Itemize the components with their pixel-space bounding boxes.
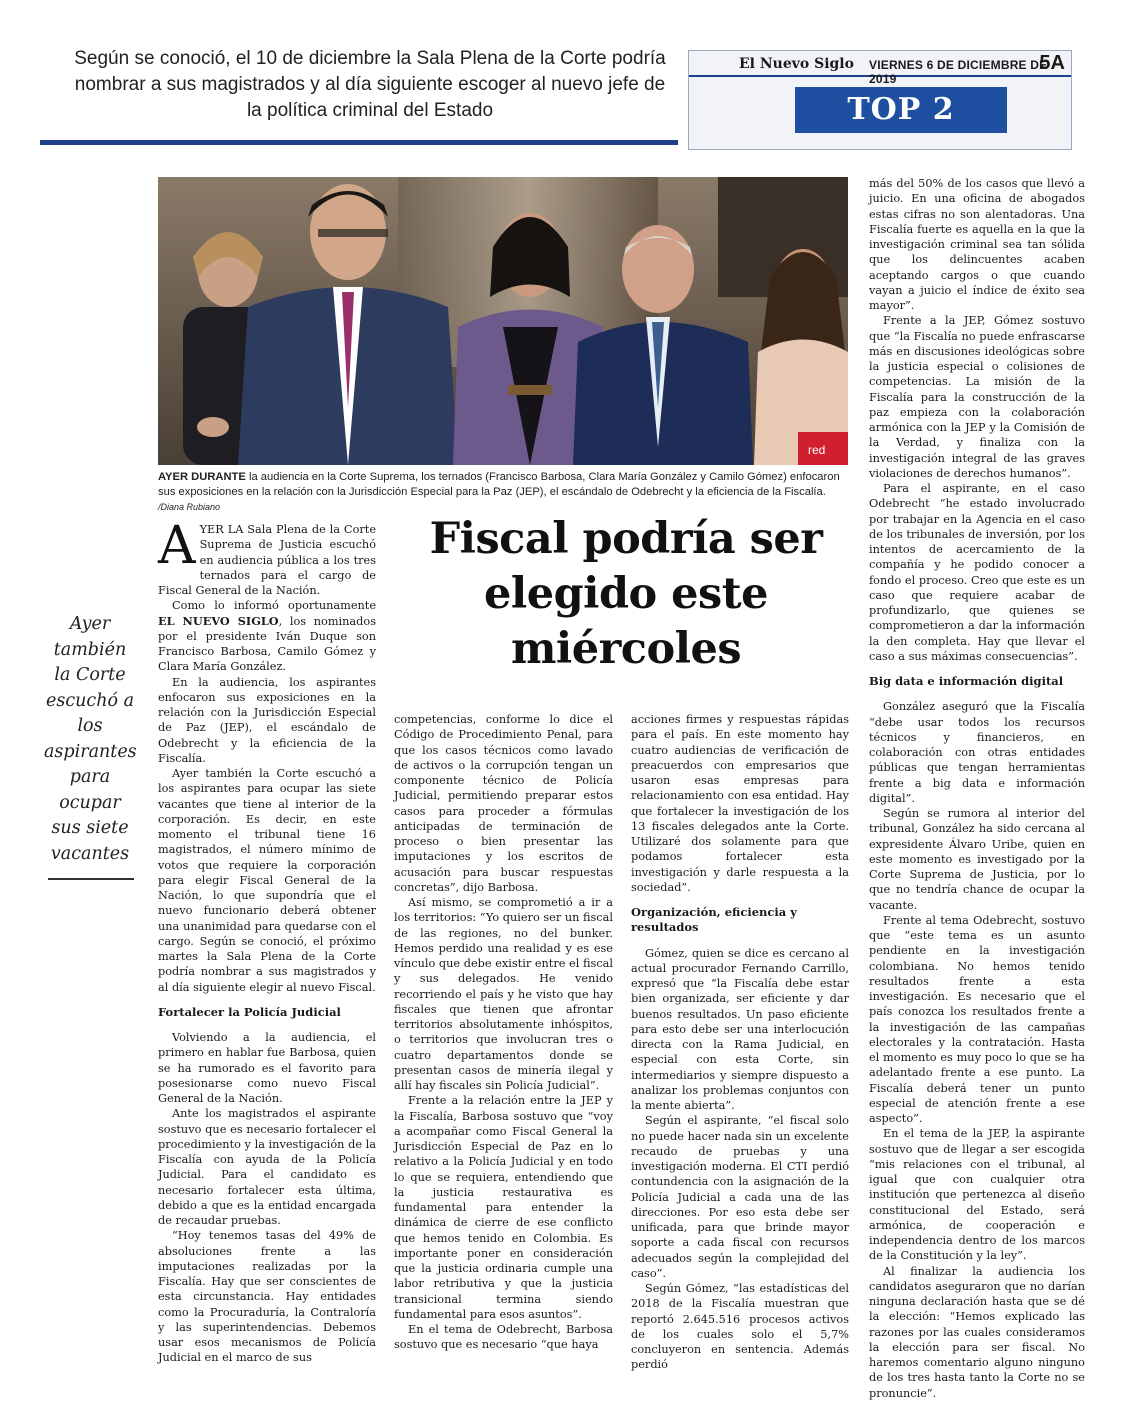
paragraph: Para el aspirante, en el caso Odebrecht “he estado involucrado por trabajar en la Agencia en el caso de los tribunales de inversión, por los intentos de acercamiento de la compañía y he podido conocer a fondo el proceso. Creo que este es un caso que requiere acabar de profundizarlo, que quienes se comprometieron a dar la información la den completa. Hay que llevar el caso a sus máximas consecuencias”. bbox=[869, 482, 1085, 663]
caption-lead: AYER DURANTE bbox=[158, 471, 246, 483]
pull-quote: Ayer también la Corte escuchó a los aspirantes para ocupar sus siete vacantes bbox=[44, 614, 137, 864]
paragraph: En la audiencia, los aspirantes enfocaron sus exposiciones en la relación con la Jurisdicción Especial de Paz (JEP), el escándalo de Odebrecht y la eficiencia de la Fiscalía. bbox=[158, 675, 376, 765]
paragraph: más del 50% de los casos que llevó a juicio. En una oficina de abogados estas cifras no son alentadoras. Una Fiscalía fuerte es aquella en la que la investigación criminal sea tan sólida que los delincuentes acaben aceptando cargos o que cuando vayan a juicio el índice de éxito sea mayor”. bbox=[869, 177, 1085, 312]
subheading: Organización, eficiencia y resultados bbox=[631, 905, 797, 935]
paragraph: Según se rumora al interior del tribunal, González ha sido cercana al expresidente Álvaro Uribe, quien en este momento es investigado por la Corte Suprema de Justicia, por lo que no tendría chance de ocupar la vacante. bbox=[869, 807, 1085, 912]
article-column-3 bbox=[631, 712, 849, 1373]
paragraph: Frente a la relación entre la JEP y la Fiscalía, Barbosa sostuvo que “voy a acompañar como Fiscal General la Jurisdicción Especial de Paz en lo relativo a la Policía Judicial y en todo lo que se requiera, entendiendo que la justicia restaurativa es fundamental para entender la dinámica de cierre de ese conflicto que hemos tenido en Colombia. Es importante poner en consideración que la justicia ordinaria cumple una labor retributiva y que la justicia transicional termina siendo fundamental para esos asuntos”. bbox=[394, 1094, 613, 1321]
kicker-divider bbox=[40, 140, 678, 145]
paragraph: Gómez, quien se dice es cercano al actual procurador Fernando Carrillo, expresó que “la Fiscalía debe estar bien organizada, ser eficiente y dar buenos resultados. Un paso eficiente para esto debe ser una interlocución directa con la Rama Judicial, en especial con esta Corte, sin intermediarios y siempre dispuesto a analizar los problemas conjuntos con la mente abierta”. bbox=[631, 946, 849, 1112]
photo-credit: /Diana Rubiano bbox=[158, 502, 221, 512]
photo-caption bbox=[158, 470, 848, 515]
drop-cap: A bbox=[158, 516, 196, 576]
subheading: Big data e información digital bbox=[869, 674, 1064, 688]
photo-illustration bbox=[158, 177, 848, 465]
paragraph: competencias, conforme lo dice el Código de Procedimiento Penal, para que los casos técnicos como lavado de activos o la corrupción tengan un componente técnico de Policía Judicial, permitiendo preparar estos casos para proceder a fórmulas anticipadas de terminación de proceso o bien presentar las imputaciones y los escritos de acusación para buscar respuestas concretas”, dijo Barbosa. bbox=[394, 713, 613, 894]
paragraph: Frente al tema Odebrecht, sostuvo que “este tema es un asunto pendiente en la investigación colombiana. No hemos tenido resultados frente a esta investigación. Es necesario que el país conozca los resultados frente a la investigación de las campañas electorales y la contratación. Hasta el momento es muy poco lo que se ha adelantado frente a ese punto. La Fiscalía deberá tener un punto especial de atención frente a ese aspecto”. bbox=[869, 913, 1085, 1125]
masthead-bar bbox=[689, 51, 1071, 86]
caption-text: la audiencia en la Corte Suprema, los ternados (Francisco Barbosa, Clara María González y Camilo Gómez) enfocaron sus exposiciones en la relación con la Jurisdicción Especial para la Paz (JEP), el escándalo de Odebrecht y la eficiencia de la Fiscalía. bbox=[158, 471, 840, 498]
issue-date: VIERNES 6 DE DICIEMBRE DE 2019 bbox=[869, 58, 1048, 86]
kicker-text: Según se conoció, el 10 de diciembre la Sala Plena de la Corte podría nombrar a sus magistrados y al día siguiente escoger al nuevo jefe de la política criminal del Estado bbox=[74, 48, 666, 121]
paragraph: “Hoy tenemos tasas del 49% de absoluciones frente a las imputaciones realizadas por la Fiscalía. Hay que ser conscientes de esta circunstancia. Hay entidades como la Procuraduría, la Contraloría y las superintendencias. Debemos usar esos mecanismos de Policía Judicial en el marco de sus bbox=[158, 1229, 376, 1365]
paper-mention: EL NUEVO SIGLO bbox=[158, 613, 279, 628]
lead-paragraph: AYER LA Sala Plena de la Corte Suprema de Justicia escuchó en audiencia pública a los tres ternados para el cargo de Fiscal General de la Nación. bbox=[158, 516, 376, 597]
paragraph: Según Gómez, “las estadísticas del 2018 de la Fiscalía muestran que reportó 2.645.516 procesos activos de los cuales solo el 5,7% concluyeron en sentencia. Además perdió bbox=[631, 1282, 849, 1372]
paragraph: En el tema de la JEP, la aspirante sostuvo que de llegar a ser escogida “mis relaciones con el tribunal, al igual que con cualquier otra institución que pertenezca al diseño constitucional del Estado, será armónica, de cooperación e independencia dentro de los marcos de la Constitución y la ley”. bbox=[869, 1127, 1085, 1263]
page-number: 5A bbox=[1039, 52, 1065, 74]
section-tag: TOP 2 bbox=[795, 87, 1007, 133]
article-headline: Fiscal podría ser elegido este miércoles bbox=[429, 514, 823, 674]
paragraph: acciones firmes y respuestas rápidas para el país. En este momento hay cuatro audiencias de verificación de preacuerdos con empresarios que usaron esas empresas para relacionamiento con esa entidad. Hay que fortalecer la investigación de los 13 fiscales delegados ante la Corte. Utilizaré dos solamente para que podamos fortalecer esta investigación y darle respuesta a la sociedad”. bbox=[631, 713, 849, 894]
news-photo bbox=[158, 177, 848, 465]
paragraph: Frente a la JEP, Gómez sostuvo que “la Fiscalía no puede enfrascarse más en discusiones ideológicas sobre la justicia especial o colisiones de competencias. La misión de la Fiscalía para la construcción de la paz empieza con la colaboración armónica con la JEP y la Comisión de la Verdad, y finaliza con la investigación integral de las graves violaciones de derechos humanos”. bbox=[869, 314, 1085, 480]
article-column-1 bbox=[158, 516, 376, 1366]
subheading: Fortalecer la Policía Judicial bbox=[158, 1004, 341, 1019]
article-column-4 bbox=[869, 176, 1085, 1401]
paragraph: González aseguró que la Fiscalía “debe usar todos los recursos técnicos y financieros, en colaboración con otras entidades públicas que tengan herramientas frente a big data e información digital”. bbox=[869, 700, 1085, 805]
paragraph: Como lo informó oportunamente EL NUEVO SIGLO, los nominados por el presidente Iván Duque son Francisco Barbosa, Camilo Gómez y Clara María González. bbox=[158, 599, 376, 674]
pull-quote-divider bbox=[48, 878, 134, 880]
paragraph: Al finalizar la audiencia los candidatos aseguraron que no darían ninguna declaración hasta que se dé la elección: “Hemos explicado las razones por las cuales consideramos la elección para ser fiscal. No haremos comentario alguno ninguno de los tres hasta tanto la Corte no se pronuncie”. bbox=[869, 1264, 1085, 1400]
article-column-2 bbox=[394, 712, 613, 1353]
paper-name: El Nuevo Siglo bbox=[739, 56, 854, 72]
paragraph: Ante los magistrados el aspirante sostuvo que es necesario fortalecer el procedimiento y la investigación de la Fiscalía con ayuda de la Policía Judicial. Para el candidato es necesario fortalecer esta última, debido a que es la entidad encargada de recaudar pruebas. bbox=[158, 1107, 376, 1227]
paragraph: Ayer también la Corte escuchó a los aspirantes para ocupar las siete vacantes que tiene al interior de la corporación. Es decir, en este momento el tribunal tiene 16 magistrados, el número mínimo de votos que requiere la corporación para elegir Fiscal General de la Nación, lo que supondría que el nuevo funcionario deberá obtener una unanimidad para quedarse con el cargo. Según se conoció, el próximo martes la Sala Plena de la Corte podría nombrar a sus magistrados y al día siguiente elegir al nuevo Fiscal. bbox=[158, 767, 376, 994]
mic-flag-label: red bbox=[808, 443, 826, 457]
paragraph: Así mismo, se comprometió a ir a los territorios: “Yo quiero ser un fiscal de las regiones, no del bunker. Hemos perdido una realidad y es ese vínculo que debe existir entre el fiscal y sus delegados. He venido recorriendo el país y he visto que hay fiscales que tienen que afrontar territorios absolutamente inhóspitos, o territorios que involucran tres o cuatro departamentos donde se presentan casos de minería ilegal y allí hay fiscales sin Policía Judicial”. bbox=[394, 896, 613, 1092]
masthead bbox=[688, 50, 1072, 150]
paragraph: En el tema de Odebrecht, Barbosa sostuvo que es necesario “que haya bbox=[394, 1323, 613, 1352]
paragraph: Volviendo a la audiencia, el primero en hablar fue Barbosa, quien se ha rumorado es el favorito para posesionarse como nuevo Fiscal General de la Nación. bbox=[158, 1031, 376, 1105]
paragraph: Según el aspirante, “el fiscal solo no puede hacer nada sin un excelente recaudo de pruebas y una investigación moderna. El CTI perdió contundencia con la asignación de la Policía Judicial a cada una de las direcciones. Por eso esta debe ser unificada, para que brinde mayor soporte a cada fiscal con recursos adecuados según la complejidad del caso”. bbox=[631, 1114, 849, 1280]
